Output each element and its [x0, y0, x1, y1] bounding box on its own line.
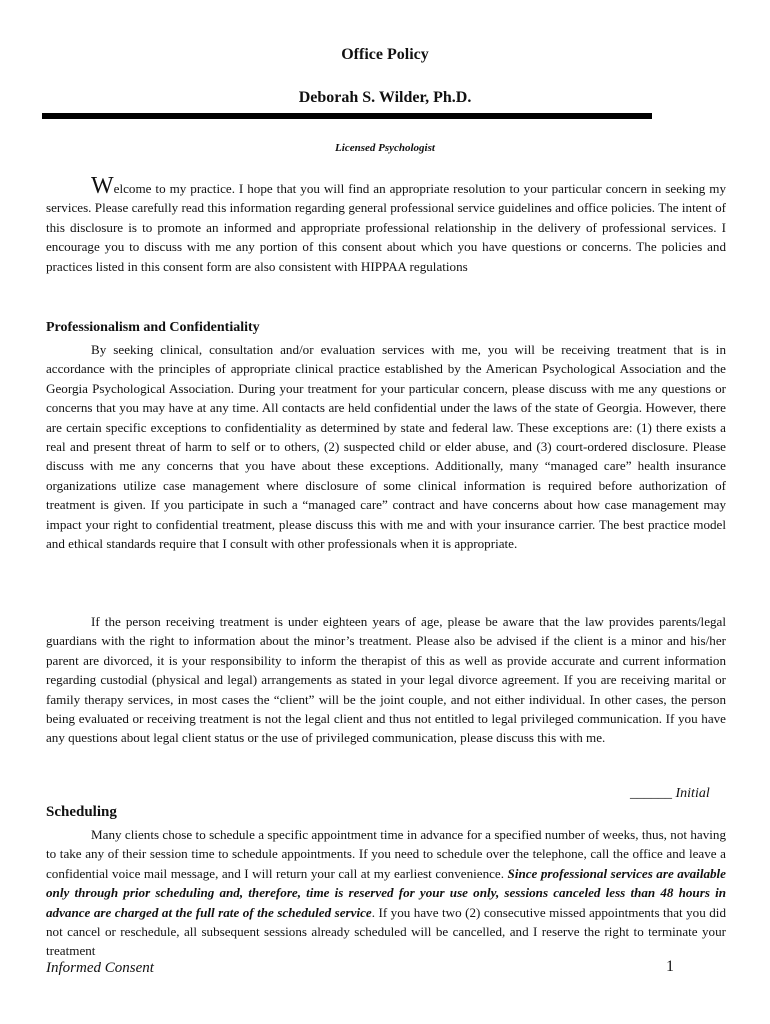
professionalism-section-2 — [46, 612, 726, 748]
scheduling-heading: Scheduling — [46, 804, 117, 820]
intro-dropcap: W — [91, 173, 114, 199]
scheduling-emphasis: Since professional services are available only through prior scheduling and, therefore, time is reserved for your use only, sessions canceled less than 48 hours in advance are charged at the full rate of the scheduled service — [46, 865, 726, 920]
footer-label: Informed Consent — [46, 960, 154, 976]
subtitle: Licensed Psychologist — [335, 142, 435, 154]
scheduling-text-start: Many clients chose to schedule a specific appointment time in advance for a specified number of weeks, thus, not having to take any of their session time to schedule appointments. If you need to schedule over the telephone, call the office and leave a confidential voice mail message, and I will return your call at my earliest convenience. — [46, 827, 726, 881]
professionalism-paragraph-2: If the person receiving treatment is under eighteen years of age, please be aware that the law provides parents/legal guardians with the right to information about the minor’s treatment. Please also be advised if the client is a minor and his/her parent are divorced, it is your responsibility to inform the therapist of this as well as provide accurate and current information regarding custodial (physical and legal) arrangements as stated in your legal divorce agreement. If you are receiving marital or family therapy services, in most cases the “client” will be the joint couple, and not either individual. In other cases, the person being evaluated or receiving treatment is not the legal client and thus not entitled to legal privileged communication. If you have any questions about legal client status or the use of privileged communication, please discuss this with me. — [46, 614, 726, 746]
scheduling-paragraph — [46, 825, 726, 961]
header-rule — [42, 113, 652, 119]
page-number: 1 — [666, 958, 674, 975]
scheduling-text-end: . If you have two (2) consecutive missed appointments that you did not cancel or reschedule, all subsequent sessions already scheduled will be cancelled, and I reserve the right to terminate your treatment — [46, 904, 726, 959]
author-name: Deborah S. Wilder, Ph.D. — [298, 89, 472, 106]
professionalism-section — [46, 340, 726, 553]
page-title: Office Policy — [341, 46, 429, 63]
intro-text: elcome to my practice. I hope that you will find an appropriate resolution to your particular concern in seeking my services. Please carefully read this information regarding general professional service guidelines and office policies. The intent of this disclosure is to promote an informed and appropriate professional relationship in the delivery of professional services. I encourage you to discuss with me any portion of this consent about which you have questions or concerns. The policies and practices listed in this consent form are also consistent with HIPPAA regulations — [46, 181, 726, 274]
intro-paragraph — [46, 173, 726, 276]
intro-section — [46, 173, 726, 276]
professionalism-heading: Professionalism and Confidentiality — [46, 320, 260, 335]
professionalism-paragraph-1: By seeking clinical, consultation and/or evaluation services with me, you will be receiving treatment that is in accordance with the principles of appropriate clinical practice established by the American Psychological Association and the Georgia Psychological Association. During your treatment for your particular concern, please discuss with me any questions or concerns that you may have at any time. All contacts are held confidential under the laws of the state of Georgia. However, there are certain specific exceptions to confidentiality as determined by state and federal law. These exceptions are: (1) there exists a real and present threat of harm to self or to others, (2) suspected child or elder abuse, and (3) court-ordered disclosure. Please discuss with me any concerns that you have about these exceptions. Additionally, many “managed care” health insurance organizations utilize case management where disclosure of some clinical information is required before authorization of treatment is given. If you participate in such a “managed care” contract and have concerns about how case management may impact your right to confidential treatment, please discuss this with me and with your insurance carrier. The best practice model and ethical standards require that I consult with other professionals when it is appropriate. — [46, 342, 726, 552]
initial-line: ______ Initial — [630, 786, 710, 801]
scheduling-section — [46, 825, 726, 961]
